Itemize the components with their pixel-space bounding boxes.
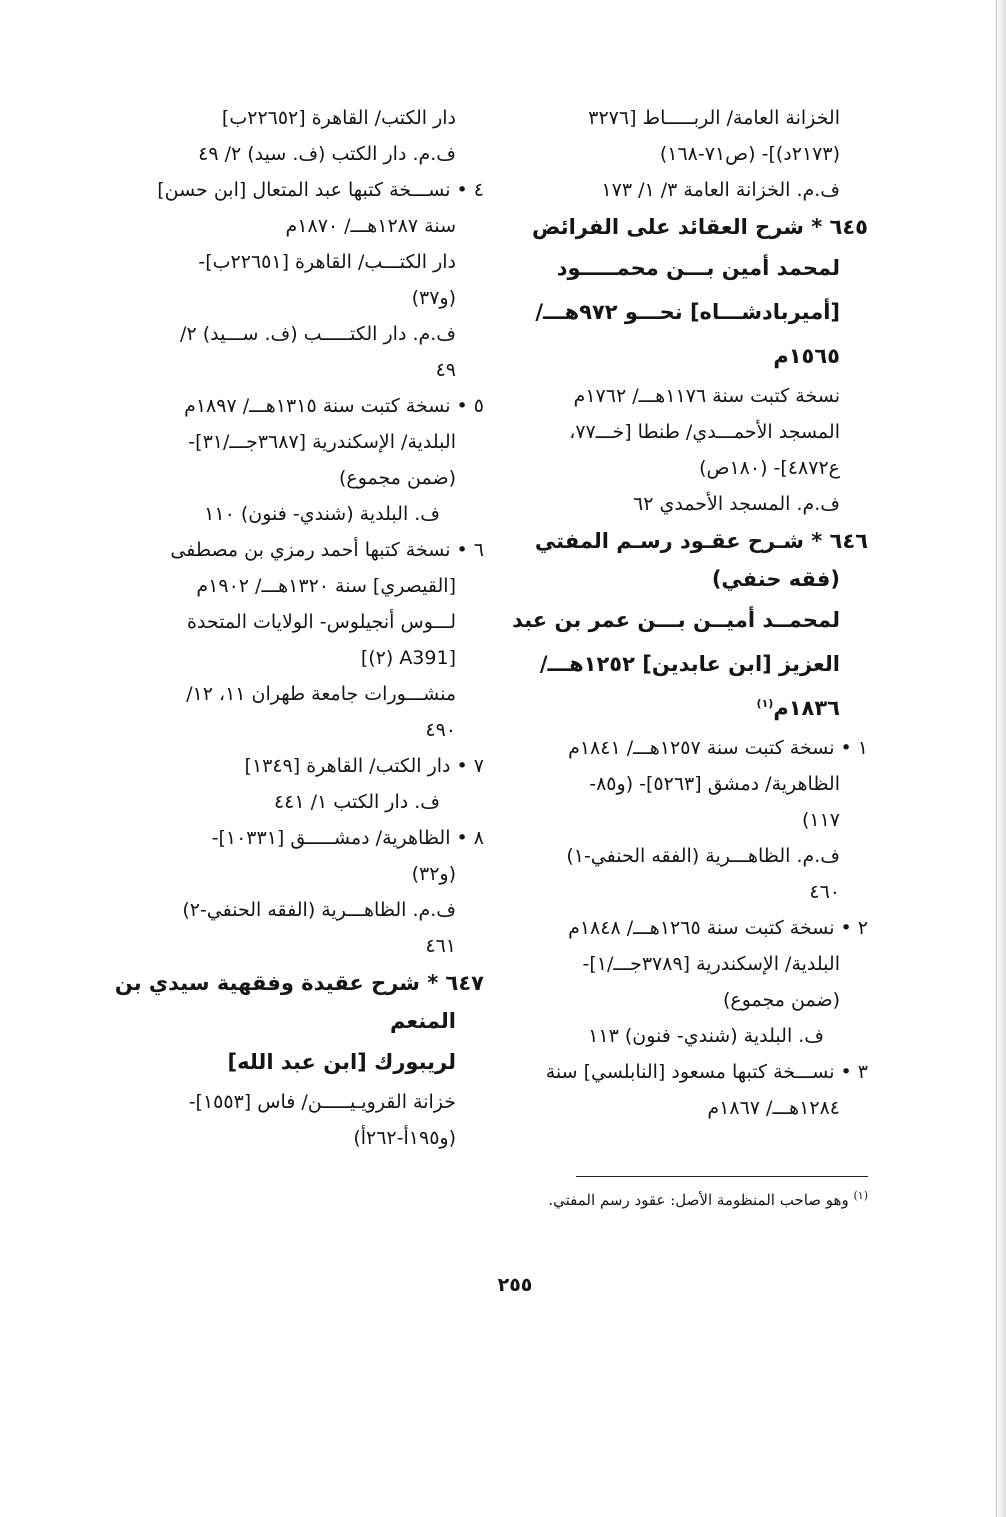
line-text: دار الكتـــب/ القاهرة [٢٢٦٥١ب]-: [198, 251, 456, 273]
text-line: [526, 290, 868, 334]
text-line: [150, 640, 484, 676]
line-text: ف.م. دار الكتب (ف. سيد) ٢/ ٤٩: [198, 143, 456, 165]
page-number: ٢٥٥: [497, 1274, 533, 1296]
text-line: [526, 1018, 868, 1054]
line-text: (و٣٢): [411, 863, 456, 885]
scan-edge: [992, 0, 1006, 1517]
line-text: ٤٦١: [425, 935, 456, 957]
text-line: [150, 748, 484, 784]
text-line: [526, 208, 868, 246]
text-line: [150, 892, 484, 928]
text-line: [512, 598, 868, 642]
line-text: [القيصري] سنة ١٣٢٠هـــ/ ١٩٠٢م: [196, 575, 456, 597]
line-text: ف. البلدية (شندي- فنون) ١١٣: [588, 1025, 824, 1047]
text-line: [150, 784, 484, 820]
line-text: خزانة القرويـيـــــن/ فاس [١٥٥٣]-: [188, 1091, 456, 1113]
text-line: [526, 766, 868, 802]
line-text: ف.م. الخزانة العامة ٣/ ١/ ١٧٣: [601, 179, 840, 201]
text-line: [150, 208, 484, 244]
text-line: [526, 982, 868, 1018]
text-line: [526, 686, 868, 730]
line-text: منشـــورات جامعة طهران ١١، ١٢/: [186, 683, 456, 705]
line-text: نسخة كتبت سنة ١١٧٦هـــ/ ١٧٦٢م: [573, 385, 840, 407]
line-text: البلدية/ الإسكندرية [٣٧٨٩جـــ/١]-: [582, 953, 840, 975]
text-line: [150, 1120, 484, 1156]
line-text: ٦٤٥ * شرح العقائد على الفرائض: [532, 215, 868, 239]
footnote-separator: [576, 1176, 868, 1177]
text-line: [526, 730, 868, 766]
text-line: [526, 246, 868, 290]
text-line: [150, 568, 484, 604]
line-text: ف. البلدية (شندي- فنون) ١١٠: [204, 503, 440, 525]
line-text: ٥ • نسخة كتبت سنة ١٣١٥هـــ/ ١٨٩٧م: [184, 395, 484, 417]
line-text: ٣ • نســـخة كتبها مسعود [النابلسي] سنة: [545, 1061, 868, 1083]
text-line: [526, 560, 868, 598]
line-text: (فقه حنفي): [711, 567, 840, 591]
line-text: ع٤٨٧٢]- (١٨٠ص): [699, 457, 840, 479]
line-text: ٤٩: [435, 359, 456, 381]
text-line: [526, 334, 868, 378]
text-line: [526, 642, 868, 686]
line-text: (٢١٧٣د)]- (ص٧١-١٦٨): [659, 143, 840, 165]
line-text: ف.م. المسجد الأحمدي ٦٢: [632, 493, 840, 515]
text-line: [526, 450, 868, 486]
line-text: ٧ • دار الكتب/ القاهرة [١٣٤٩]: [244, 755, 484, 777]
line-text: ٤ • نســـخة كتبها عبد المتعال [ابن حسن]: [157, 179, 484, 201]
text-line: [526, 486, 868, 522]
text-line: [150, 316, 484, 352]
text-line: [150, 388, 484, 424]
right-column: [512, 100, 868, 1126]
text-line: [150, 496, 484, 532]
line-text: [A391 (٢)]: [360, 647, 456, 669]
text-line: [150, 1002, 484, 1040]
line-text: ٦٤٧ * شرح عقيدة وفقهية سيدي بن: [114, 971, 484, 995]
text-line: [526, 172, 868, 208]
line-text: [أميربادشـــاه] نحـــو ٩٧٢هـــ/: [535, 300, 840, 324]
scan-edge-line: [996, 0, 997, 1517]
line-text: ١ • نسخة كتبت سنة ١٢٥٧هـــ/ ١٨٤١م: [568, 737, 868, 759]
line-text: لمحمــد أميــن بـــن عمر بن عبد: [512, 608, 840, 632]
footnote-reference: (١): [756, 697, 774, 710]
text-line: [150, 856, 484, 892]
line-text: ١٢٨٤هـــ/ ١٨٦٧م: [707, 1097, 840, 1119]
line-text: ٤٩٠: [425, 719, 456, 741]
line-text: (ضمن مجموع): [722, 989, 840, 1011]
line-text: ف.م. الظاهـــرية (الفقه الحنفي-٢): [182, 899, 456, 921]
line-text: (ضمن مجموع): [338, 467, 456, 489]
text-line: [526, 1090, 868, 1126]
line-text: ف.م. دار الكتـــــب (ف. ســـيد) ٢/: [180, 323, 456, 345]
line-text: (و٣٧): [411, 287, 456, 309]
text-line: [526, 802, 868, 838]
text-line: [150, 424, 484, 460]
text-line: [526, 910, 868, 946]
text-line: [526, 522, 868, 560]
line-text: ٦٤٦ * شـرح عقـود رسـم المفتي: [534, 529, 868, 553]
text-line: [150, 136, 484, 172]
text-line: [150, 532, 484, 568]
text-line: [150, 460, 484, 496]
footnote: [496, 1188, 868, 1212]
text-line: [526, 946, 868, 982]
line-text: سنة ١٢٨٧هـــ/ ١٨٧٠م: [285, 215, 456, 237]
text-line: [526, 874, 868, 910]
text-line: [150, 676, 484, 712]
text-line: [150, 604, 484, 640]
text-line: [150, 172, 484, 208]
line-text: ١١٧): [801, 809, 840, 831]
left-column: [114, 100, 484, 1156]
line-text: البلدية/ الإسكندرية [٣٦٨٧جـــ/٣١]-: [188, 431, 456, 453]
text-line: [150, 1040, 484, 1084]
line-text: ف.م. الظاهـــرية (الفقه الحنفي-١): [566, 845, 840, 867]
line-text: ٢ • نسخة كتبت سنة ١٢٦٥هـــ/ ١٨٤٨م: [568, 917, 868, 939]
text-line: [150, 712, 484, 748]
line-text: العزيز [ابن عابدين] ١٢٥٢هـــ/: [539, 652, 840, 676]
text-line: [150, 100, 484, 136]
line-text: المنعم: [389, 1009, 456, 1033]
footnote-marker: (١): [853, 1189, 868, 1202]
line-text: لمحمد أمين بـــن محمـــــود: [556, 256, 840, 280]
line-text: دار الكتب/ القاهرة [٢٢٦٥٢ب]: [221, 107, 456, 129]
line-text: الخزانة العامة/ الربـــــاط [٣٢٧٦: [588, 107, 840, 129]
text-line: [114, 964, 484, 1002]
text-line: [526, 1054, 868, 1090]
line-text: لـــوس أنجيلوس- الولايات المتحدة: [187, 611, 456, 633]
text-line: [150, 244, 484, 280]
line-text: المسجد الأحمـــدي/ طنطا [خـــ٧٧،: [569, 421, 840, 443]
footnote-text: وهو صاحب المنظومة الأصل: عقود رسم المفتي.: [548, 1191, 849, 1209]
text-line: [526, 414, 868, 450]
text-line: [150, 1084, 484, 1120]
line-text: لريبورك [ابن عبد الله]: [227, 1050, 456, 1074]
line-text: الظاهرية/ دمشق [٥٢٦٣]- (و٨٥-: [589, 773, 840, 795]
line-text: ف. دار الكتب ١/ ٤٤١: [273, 791, 440, 813]
text-line: [150, 928, 484, 964]
text-line: [150, 352, 484, 388]
line-text: ٦ • نسخة كتبها أحمد رمزي بن مصطفى: [170, 539, 484, 561]
text-line: [526, 100, 868, 136]
line-text: ١٨٣٦م: [773, 696, 840, 720]
text-line: [150, 280, 484, 316]
line-text: (و١٩٥أ-٢٦٢أ): [353, 1127, 456, 1149]
text-line: [150, 820, 484, 856]
text-line: [526, 136, 868, 172]
line-text: ٤٦٠: [809, 881, 840, 903]
text-line: [526, 378, 868, 414]
text-line: [526, 838, 868, 874]
line-text: ٨ • الظاهرية/ دمشـــــق [١٠٣٣١]-: [211, 827, 484, 849]
line-text: ١٥٦٥م: [773, 344, 840, 368]
